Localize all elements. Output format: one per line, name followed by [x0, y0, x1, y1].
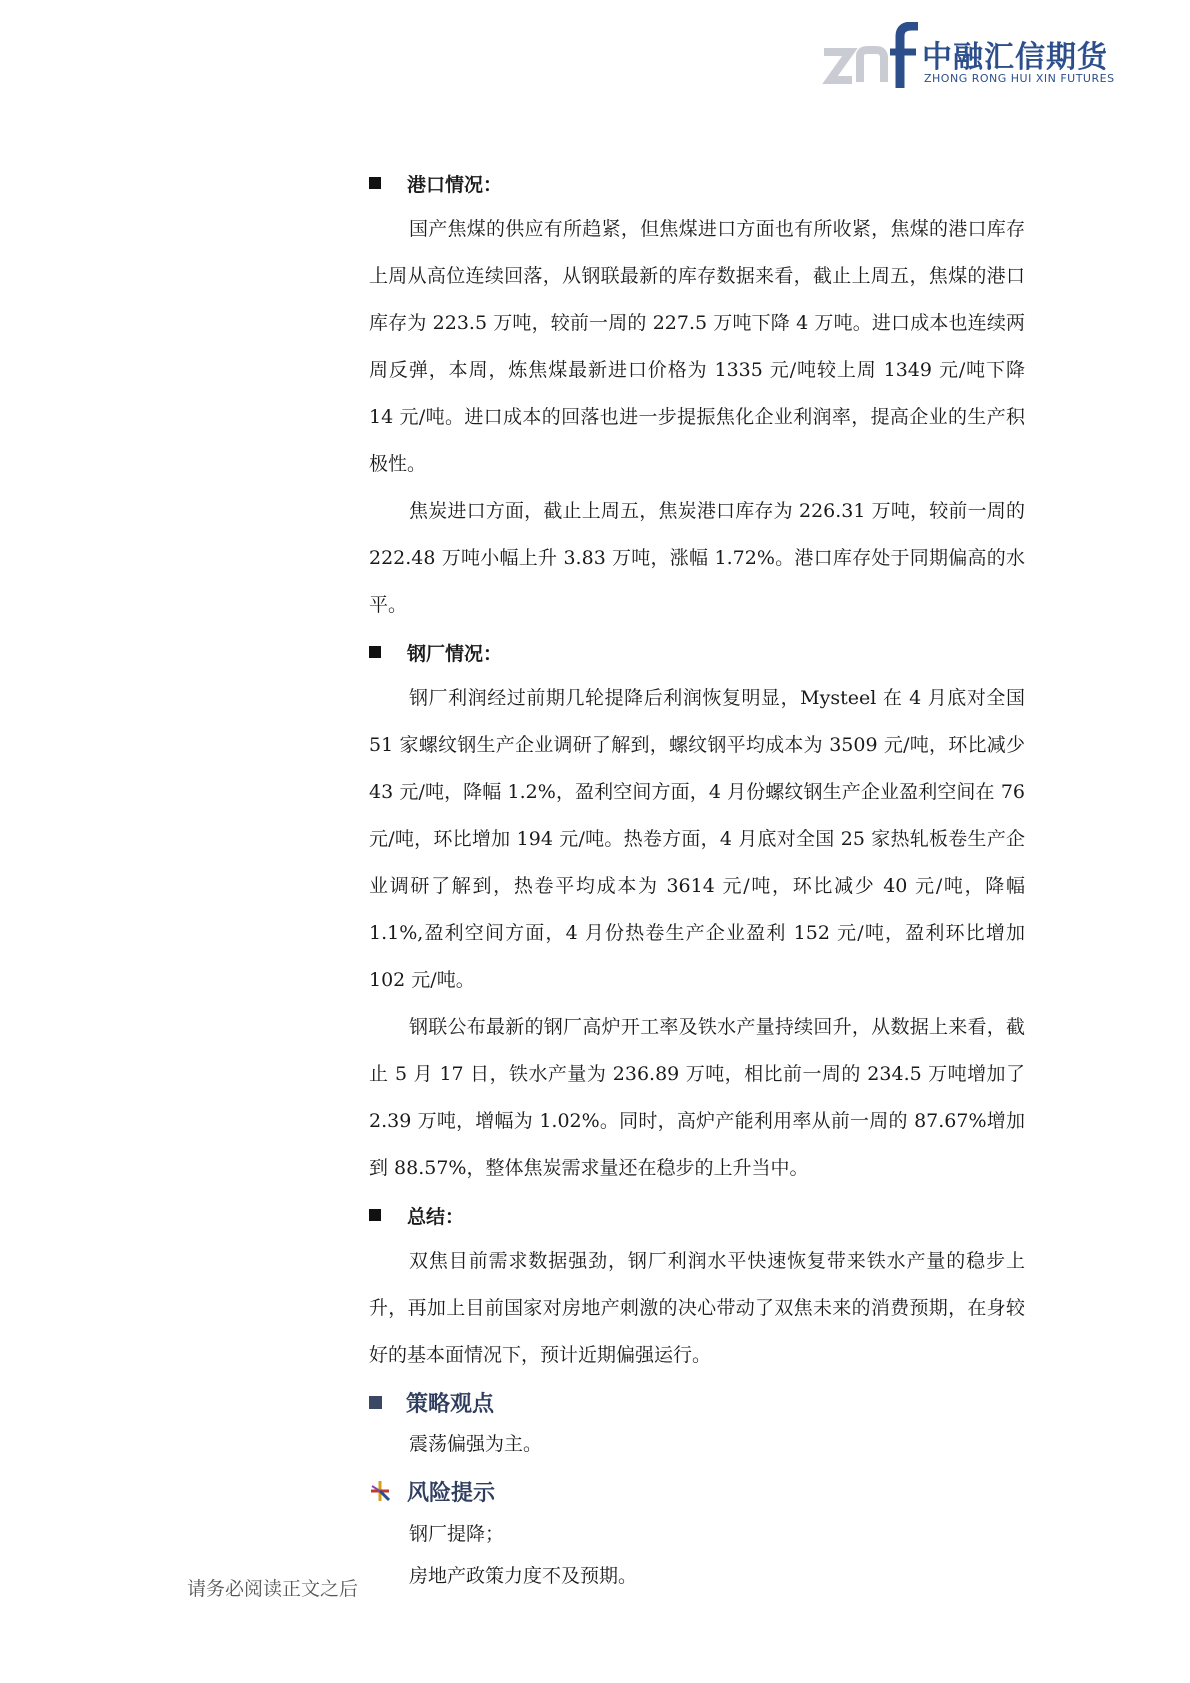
square-bullet-icon: [369, 177, 381, 189]
risk-item: 钢厂提降；: [409, 1523, 505, 1545]
paragraph: 双焦目前需求数据强劲，钢厂利润水平快速恢复带来铁水产量的稳步上升，再加上目前国家对房地产刺激的决心带动了双焦未来的消费预期，在身较好的基本面情况下，预计近期偏强运行。: [369, 1250, 1025, 1366]
paragraph: 钢厂利润经过前期几轮提降后利润恢复明显，Mysteel 在 4 月底对全国 51 家螺纹钢生产企业调研了解到，螺纹钢平均成本为 3509 元/吨，环比减少 43 元/吨，降幅 1.2%，盈利空间方面，4 月份螺纹钢生产企业盈利空间在 76 元/吨，环比增加 194 元/吨。热卷方面，4 月底对全国 25 家热轧板卷生产企业调研了解到，热卷平均成本为 3614 元/吨，环比减少 40 元/吨，降幅 1.1%,盈利空间方面，4 月份热卷生产企业盈利 152 元/吨，盈利环比增加 102 元/吨。: [369, 687, 1025, 991]
risk-title: 风险提示: [407, 1480, 496, 1506]
paragraph: 国产焦煤的供应有所趋紧，但焦煤进口方面也有所收紧，焦煤的港口库存上周从高位连续回落，从钢联最新的库存数据来看，截止上周五，焦煤的港口库存为 223.5 万吨，较前一周的 227.5 万吨下降 4 万吨。进口成本也连续两周反弹，本周，炼焦煤最新进口价格为 1335 元/吨较上周 1349 元/吨下降 14 元/吨。进口成本的回落也进一步提振焦化企业利润率，提高企业的生产积极性。: [369, 218, 1025, 475]
strategy-heading: [369, 1381, 1025, 1423]
footer-disclaimer: 请务必阅读正文之后: [187, 1578, 359, 1600]
risk-arrow-icon: [369, 1480, 391, 1502]
report-body: [369, 160, 1025, 1597]
square-bullet-icon: [369, 646, 381, 658]
strategy-text: 震荡偏强为主。: [409, 1433, 543, 1455]
strategy-title: 策略观点: [406, 1391, 495, 1417]
section-title: 总结：: [407, 1205, 465, 1228]
company-logo: [820, 22, 1120, 92]
section-heading-steel-mill: [369, 629, 1025, 675]
paragraph: 钢联公布最新的钢厂高炉开工率及铁水产量持续回升，从数据上来看，截止 5 月 17 日，铁水产量为 236.89 万吨，相比前一周的 234.5 万吨增加了 2.39 万吨，增幅为 1.02%。同时，高炉产能利用率从前一周的 87.67%增加到 88.57%，整体焦炭需求量还在稳步的上升当中。: [369, 1016, 1025, 1179]
square-bullet-icon: [369, 1209, 381, 1221]
square-bullet-icon: [369, 1396, 382, 1409]
section-title: 港口情况：: [407, 173, 503, 196]
section-heading-summary: [369, 1192, 1025, 1238]
logo-chinese-name: 中融汇信期货: [922, 40, 1108, 75]
section-title: 钢厂情况：: [407, 642, 503, 665]
risk-heading: [369, 1469, 1025, 1513]
paragraph: 焦炭进口方面，截止上周五，焦炭港口库存为 226.31 万吨，较前一周的 222.48 万吨小幅上升 3.83 万吨，涨幅 1.72%。港口库存处于同期偏高的水平。: [369, 500, 1025, 616]
section-heading-port: [369, 160, 1025, 206]
znf-logo-icon: [820, 22, 920, 92]
logo-english-name: ZHONG RONG HUI XIN FUTURES: [924, 72, 1115, 85]
risk-item: 房地产政策力度不及预期。: [409, 1565, 638, 1587]
